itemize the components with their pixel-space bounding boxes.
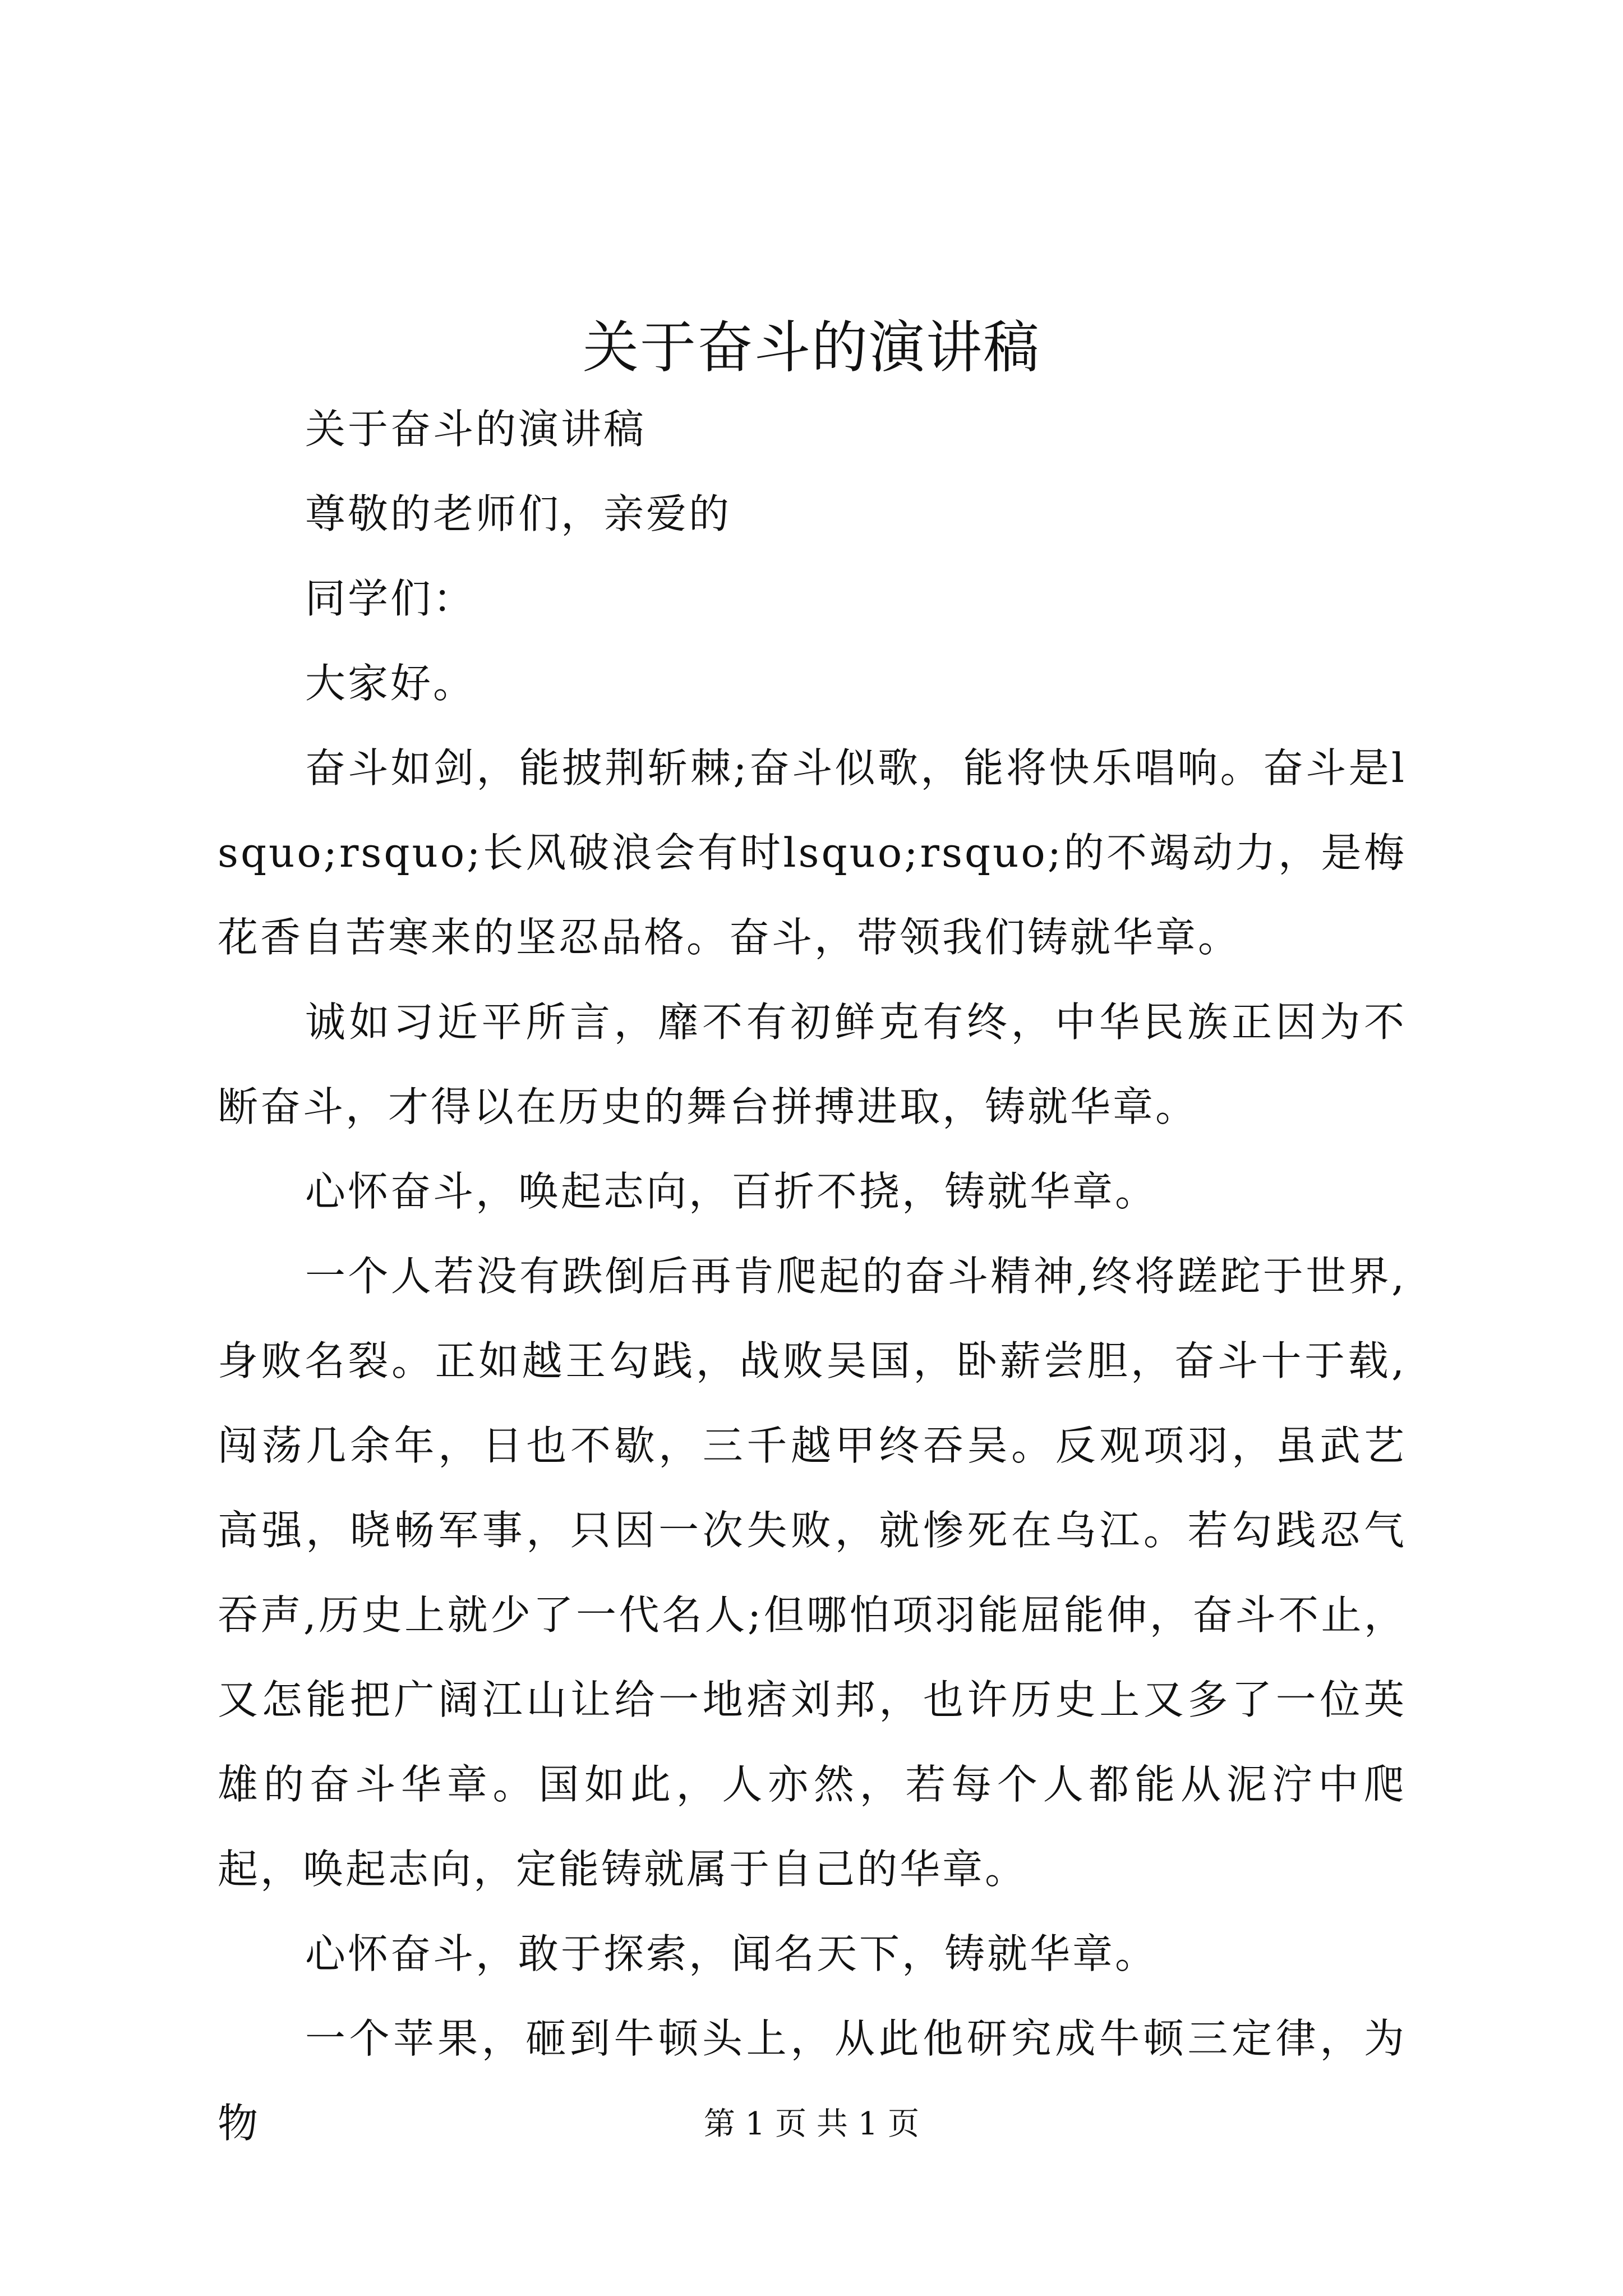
paragraph: 大家好。 [305, 660, 476, 707]
paragraph: 奋斗如剑，能披荆斩棘;奋斗似歌，能将快乐唱响。奋斗是lsquo;rsquo;长风破浪会有时lsquo;rsquo;的不竭动力，是梅花香自苦寒来的坚忍品格。奋斗，带领我们铸就华章。 [218, 744, 1407, 961]
paragraph: 诚如习近平所言，靡不有初鲜克有终，中华民族正因为不断奋斗，才得以在历史的舞台拼搏进取，铸就华章。 [218, 999, 1407, 1130]
paragraph: 同学们： [305, 575, 476, 622]
paragraph: 心怀奋斗，唤起志向，百折不挠，铸就华章。 [305, 1168, 1158, 1215]
document-body [218, 387, 1407, 2166]
paragraph: 一个人若没有跌倒后再肯爬起的奋斗精神,终将蹉跎于世界,身败名裂。正如越王勾践，战败吴国，卧薪尝胆，奋斗十于载,闯荡几余年，日也不歇，三千越甲终吞吴。反观项羽，虽武艺高强，晓畅军事，只因一次失败，就惨死在乌江。若勾践忍气吞声,历史上就少了一代名人;但哪怕项羽能屈能伸，奋斗不止，又怎能把广阔江山让给一地痞刘邦，也许历史上又多了一位英雄的奋斗华章。国如此，人亦然，若每个人都能从泥泞中爬起，唤起志向，定能铸就属于自己的华章。 [218, 1253, 1407, 1893]
paragraph: 尊敬的老师们，亲爱的 [305, 490, 732, 537]
paragraph: 关于奋斗的演讲稿 [305, 406, 647, 453]
paragraph: 心怀奋斗，敢于探索，闻名天下，铸就华章。 [305, 1930, 1158, 1977]
page-footer: 第 1 页 共 1 页 [703, 2106, 920, 2142]
document-title: 关于奋斗的演讲稿 [583, 315, 1040, 380]
paragraph: 一个苹果，砸到牛顿头上，从此他研究成牛顿三定律，为物 [218, 2015, 1407, 2147]
